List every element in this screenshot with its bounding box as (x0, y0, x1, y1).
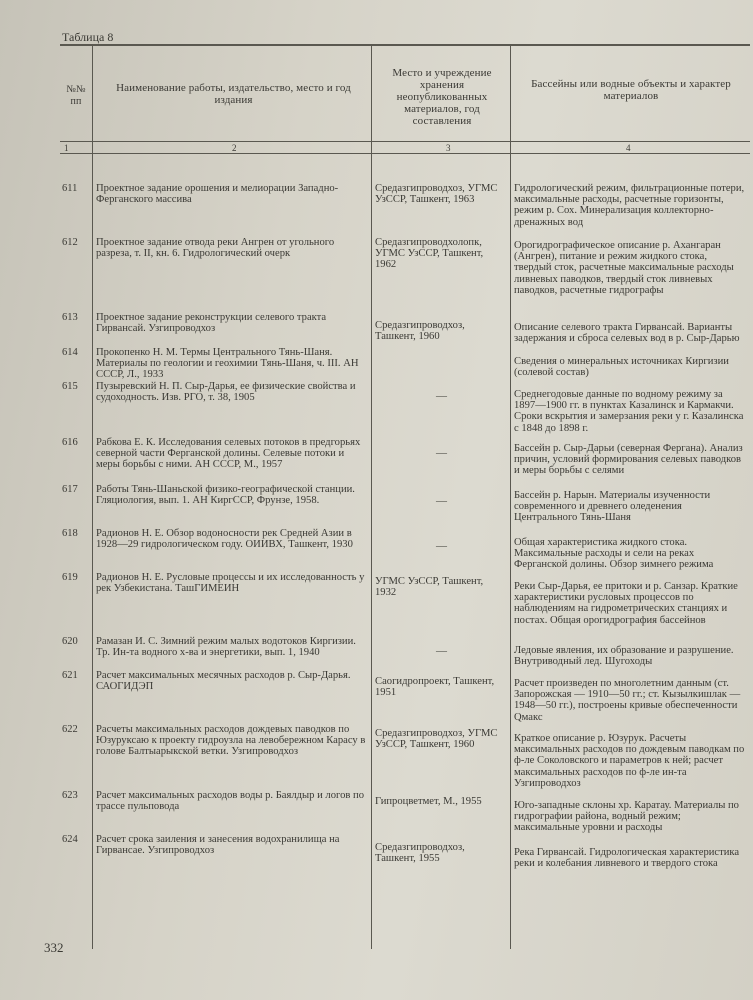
row-description: Реки Сыр-Дарья, ее притоки и р. Санзар. Краткие характеристики русловых процессов по наблюдениям на гидрометрических станциях и постах. Общая орогидрография бассейнов (514, 581, 738, 626)
row-title: Проектное задание отвода реки Ангрен от угольного разреза, т. II, кн. 6. Гидрологический очерк (96, 237, 335, 260)
row-number: 622 (62, 724, 78, 735)
row-number: 614 (62, 347, 78, 358)
row-place: Средазгипроводхоз, УГМС УзССР, Ташкент, 1963 (375, 183, 498, 206)
row-number: 620 (62, 636, 78, 647)
row-number: 624 (62, 834, 78, 845)
row-description: Гидрологический режим, фильтрационные потери, максимальные расходы, расчетные горизонты, режим р. Сох. Минерализация коллекторно-дренажных вод (514, 183, 745, 228)
row-place: Средазгипроводхолопк, УГМС УзССР, Ташкент, 1962 (375, 237, 484, 271)
column-number-4: 4 (626, 143, 631, 153)
row-number: 616 (62, 437, 78, 448)
row-description: Краткое описание р. Юзурук. Расчеты максимальных расходов по дождевым паводкам по ф-ле Соколовского и параметров к ней; расчет максимальных расходов по ф-ле ин-та Узгипроводхоз (514, 733, 745, 789)
column-number-2: 2 (232, 143, 237, 153)
row-description: Расчет произведен по многолетним данным (ст. Запорожская — 1910—50 гг.; ст. Кызылкишлак — 1948—50 гг.), построены кривые обеспеченности Qмакс (514, 678, 741, 723)
row-title: Пузыревский Н. П. Сыр-Дарья, ее физические свойства и судоходность. Изв. РГО, т. 38, 1905 (96, 381, 356, 404)
row-description: Река Гирвансай. Гидрологическая характеристика реки и колебания ливневого и твердого стока (514, 847, 740, 870)
header-col-basins: Бассейны или водные объекты и характер материалов (531, 78, 731, 102)
colnum-bottom-rule (60, 153, 750, 154)
table-top-rule (60, 44, 750, 46)
column-divider-1 (92, 44, 93, 949)
column-divider-2 (371, 44, 372, 949)
row-place: УГМС УзССР, Ташкент, 1932 (375, 576, 484, 599)
row-description: Бассейн р. Нарын. Материалы изученности современного и древнего оледенения Центрального Тянь-Шаня (514, 490, 711, 524)
row-number: 623 (62, 790, 78, 801)
header-bottom-rule (60, 141, 750, 142)
row-place: Гипроцветмет, М., 1955 (375, 796, 482, 807)
row-title: Радионов Н. Е. Русловые процессы и их исследованность у рек Узбекистана. ТашГИМЕИН (96, 572, 365, 595)
row-place-dash: — (436, 390, 447, 402)
header-col-title: Наименование работы, издательство, место и год издания (116, 82, 351, 106)
header-col-place: Место и учреждение хранения неопубликованных материалов, год составления (392, 67, 492, 127)
row-title: Прокопенко Н. М. Термы Центрального Тянь-Шаня. Материалы по геологии и геохимии Тянь-Шаня, ч. III. АН СССР, Л., 1933 (96, 347, 359, 381)
row-description: Юго-западные склоны хр. Каратау. Материалы по гидрографии района, водный режим; максимальные уровни и расходы (514, 800, 739, 834)
row-title: Рабкова Е. К. Исследования селевых потоков в предгорьях северной части Ферганской долины. Селевые потоки и меры борьбы с ними. АН СССР, М., 1957 (96, 437, 361, 471)
row-title: Расчет максимальных месячных расходов р. Сыр-Дарья. САОГИДЭП (96, 670, 351, 693)
row-place-dash: — (436, 540, 447, 552)
row-place-dash: — (436, 645, 447, 657)
row-place-dash: — (436, 495, 447, 507)
row-title: Расчет максимальных расходов воды р. Баялдыр и логов по трассе пульповода (96, 790, 365, 813)
row-description: Орогидрографическое описание р. Ахангаран (Ангрен), питание и режим жидкого стока, твердый сток, расчетные максимальные расходы ливневых паводков, твердый сток ливневых паводков, расчетные гидрографы (514, 240, 734, 296)
row-description: Ледовые явления, их образование и разрушение. Внутриводный лед. Шугоходы (514, 645, 734, 668)
row-description: Общая характеристика жидкого стока. Максимальные расходы и сели на реках Ферганской долины. Обзор зимнего режима (514, 537, 714, 571)
header-col-number: №№ пп (66, 84, 86, 107)
row-number: 618 (62, 528, 78, 539)
row-title: Расчеты максимальных расходов дождевых паводков по Юзуруксаю к проекту гидроузла на левобережном Карасу в голове Балтыарыкской ветки. Узгипроводхоз (96, 724, 366, 758)
row-title: Расчет срока заиления и занесения водохранилища на Гирвансае. Узгипроводхоз (96, 834, 340, 857)
row-description: Сведения о минеральных источниках Киргизии (солевой состав) (514, 356, 729, 379)
row-title: Проектное задание орошения и мелиорации Западно-Ферганского массива (96, 183, 339, 206)
row-title: Работы Тянь-Шаньской физико-географической станции. Гляциология, вып. 1. АН КиргССР, Фрунзе, 1958. (96, 484, 355, 507)
row-number: 615 (62, 381, 78, 392)
row-title: Радионов Н. Е. Обзор водоносности рек Средней Азии в 1928—29 гидрологическом году. ОИИВХ, Ташкент, 1930 (96, 528, 353, 551)
page-number: 332 (44, 940, 64, 955)
row-number: 612 (62, 237, 78, 248)
row-place: Саогидропроект, Ташкент, 1951 (375, 676, 495, 699)
row-place: Средазгипроводхоз, УГМС УзССР, Ташкент, 1960 (375, 728, 498, 751)
row-description: Бассейн р. Сыр-Дарьи (северная Фергана). Анализ причин, условий формирования селевых паводков и меры борьбы с селями (514, 443, 743, 477)
column-divider-3 (510, 44, 511, 949)
row-place: Средазгипроводхоз, Ташкент, 1960 (375, 320, 465, 343)
row-number: 613 (62, 312, 78, 323)
row-number: 619 (62, 572, 78, 583)
row-title: Проектное задание реконструкции селевого тракта Гирвансай. Узгипроводхоз (96, 312, 327, 335)
row-place: Средазгипроводхоз, Ташкент, 1955 (375, 842, 465, 865)
row-number: 611 (62, 183, 78, 194)
column-number-1: 1 (64, 143, 69, 153)
row-place-dash: — (436, 447, 447, 459)
row-title: Рамазан И. С. Зимний режим малых водотоков Киргизии. Тр. Ин-та водного х-ва и энергетики, вып. 1, 1940 (96, 636, 356, 659)
row-number: 621 (62, 670, 78, 681)
row-description: Описание селевого тракта Гирвансай. Варианты задержания и сброса селевых вод в р. Сыр-Дарью (514, 322, 740, 345)
column-number-3: 3 (446, 143, 451, 153)
row-number: 617 (62, 484, 78, 495)
row-description: Среднегодовые данные по водному режиму за 1897—1900 гг. в пунктах Казалинск и Кармакчи. Сроки вскрытия и замерзания реки у г. Казалинска с 1848 до 1898 г. (514, 389, 744, 434)
table-label: Таблица 8 (62, 30, 114, 44)
